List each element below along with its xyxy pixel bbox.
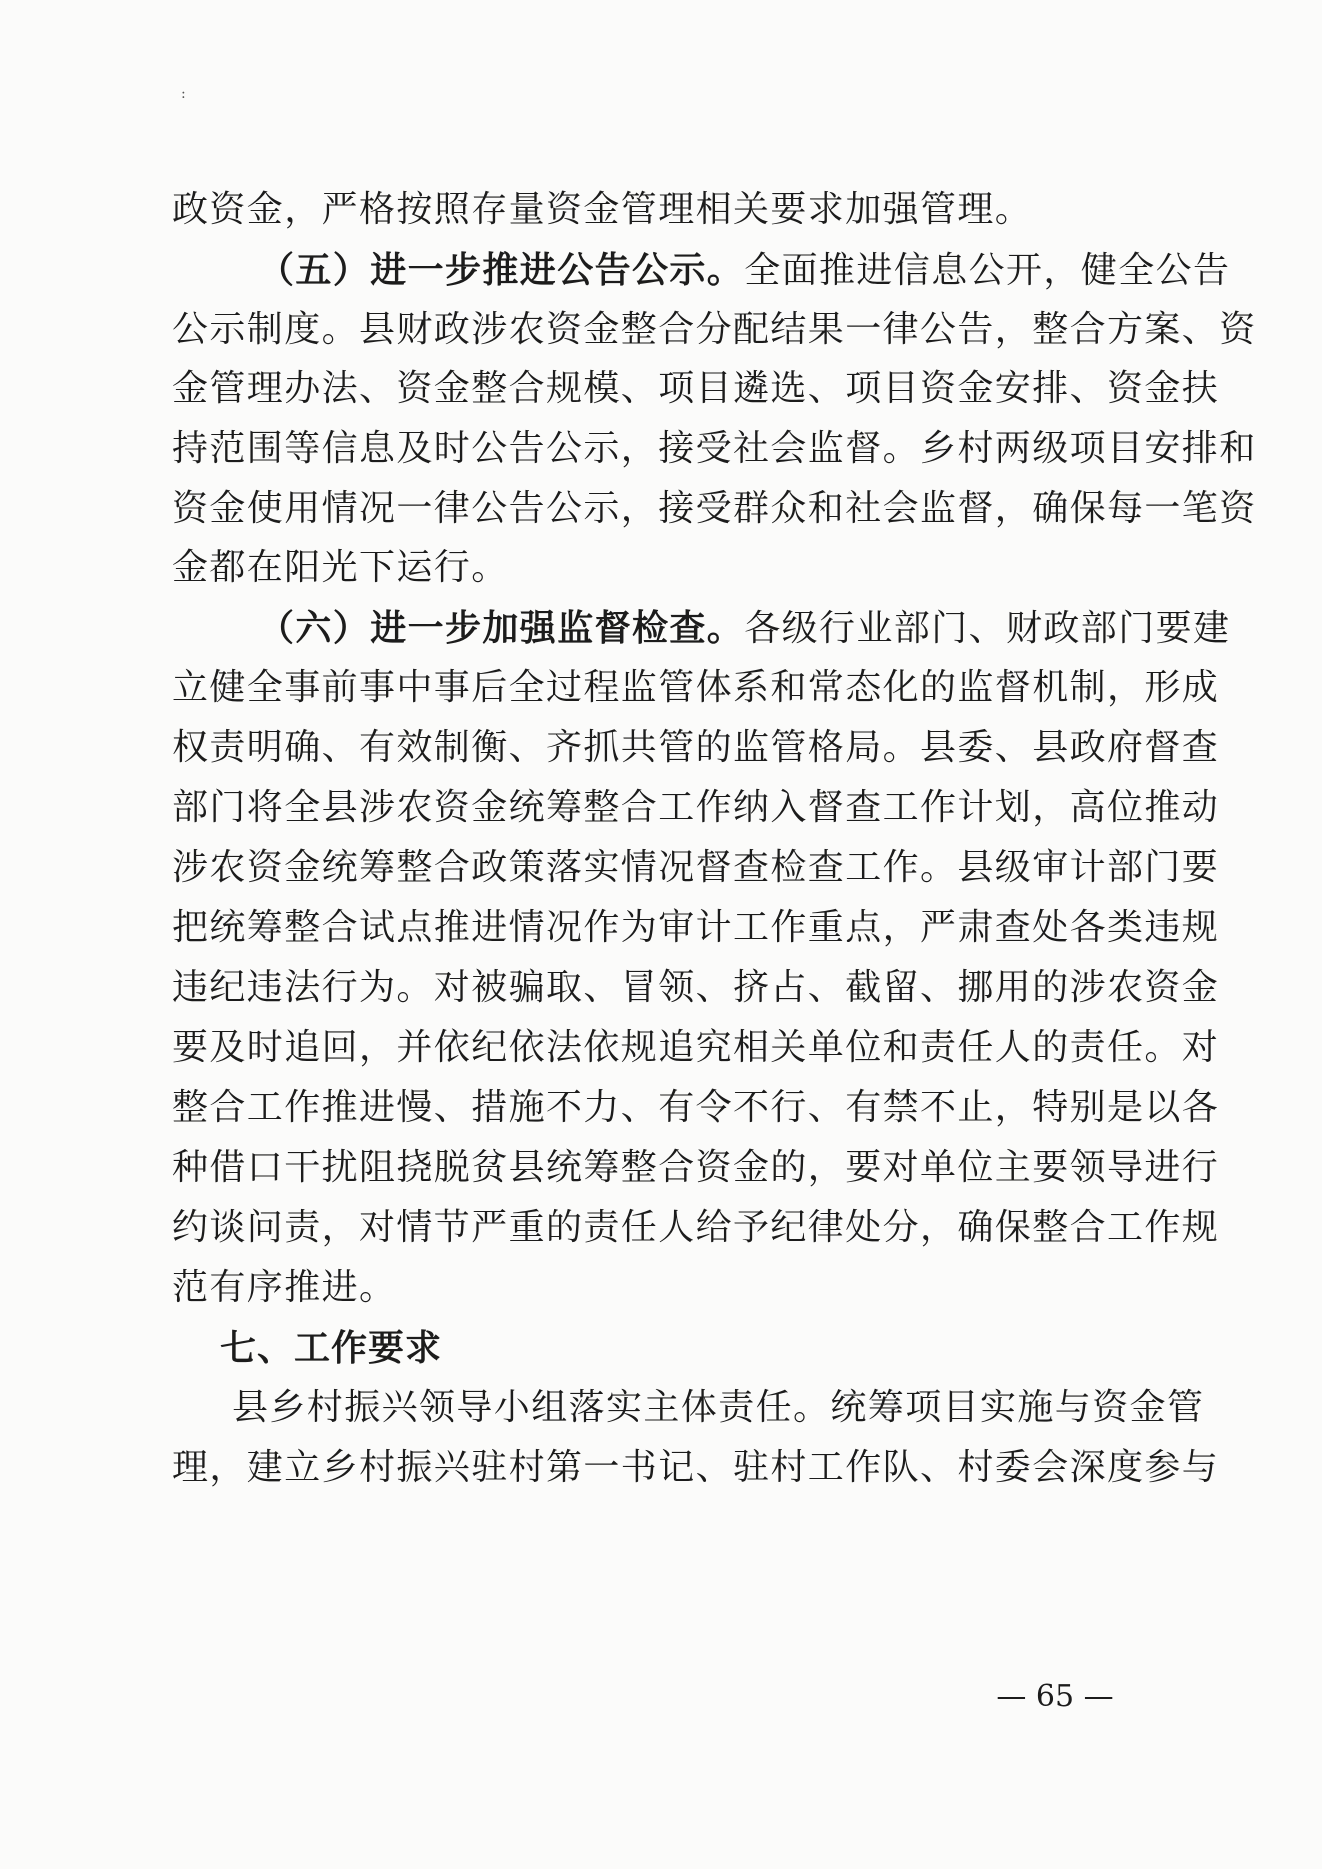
text-line-rest: 全面推进信息公开，健全公告 — [744, 250, 1231, 291]
text-line: 金都在阳光下运行。 — [172, 547, 509, 588]
section-title: 七、工作要求 — [220, 1327, 443, 1369]
text-line-rest: 各级行业部门、财政部门要建 — [744, 608, 1231, 649]
page-number: — 65 — — [996, 1679, 1114, 1714]
section-heading: （五）进一步推进公告公示。 — [258, 249, 745, 291]
text-line: 理，建立乡村振兴驻村第一书记、驻村工作队、村委会深度参与 — [172, 1447, 1220, 1488]
text-line — [258, 606, 1231, 651]
section-heading: （六）进一步加强监督检查。 — [258, 607, 745, 649]
text-line: 立健全事前事中事后全过程监管体系和常态化的监督机制，形成 — [172, 667, 1220, 708]
text-line: 持范围等信息及时公告公示，接受社会监督。乡村两级项目安排和 — [172, 428, 1257, 469]
text-line: 部门将全县涉农资金统筹整合工作纳入督查工作计划，高位推动 — [172, 787, 1220, 828]
stray-mark: : — [181, 86, 186, 102]
text-line: 资金使用情况一律公告公示，接受群众和社会监督，确保每一笔资 — [172, 488, 1257, 529]
text-line: 公示制度。县财政涉农资金整合分配结果一律公告，整合方案、资 — [172, 309, 1257, 350]
text-line: 要及时追回，并依纪依法依规追究相关单位和责任人的责任。对 — [172, 1027, 1220, 1068]
text-line: 约谈问责，对情节严重的责任人给予纪律处分，确保整合工作规 — [172, 1207, 1220, 1248]
text-line: 种借口干扰阻挠脱贫县统筹整合资金的，要对单位主要领导进行 — [172, 1147, 1220, 1188]
text-line — [258, 248, 1231, 293]
text-line: 涉农资金统筹整合政策落实情况督查检查工作。县级审计部门要 — [172, 847, 1220, 888]
text-line: 金管理办法、资金整合规模、项目遴选、项目资金安排、资金扶 — [172, 368, 1220, 409]
text-line: 整合工作推进慢、措施不力、有令不行、有禁不止，特别是以各 — [172, 1087, 1220, 1128]
text-line: 违纪违法行为。对被骗取、冒领、挤占、截留、挪用的涉农资金 — [172, 967, 1220, 1008]
text-line: 范有序推进。 — [172, 1267, 397, 1308]
text-line: 权责明确、有效制衡、齐抓共管的监管格局。县委、县政府督查 — [172, 727, 1220, 768]
text-line: 县乡村振兴领导小组落实主体责任。统筹项目实施与资金管 — [232, 1387, 1205, 1428]
text-line: 把统筹整合试点推进情况作为审计工作重点，严肃查处各类违规 — [172, 907, 1220, 948]
text-line: 政资金，严格按照存量资金管理相关要求加强管理。 — [172, 189, 1033, 230]
